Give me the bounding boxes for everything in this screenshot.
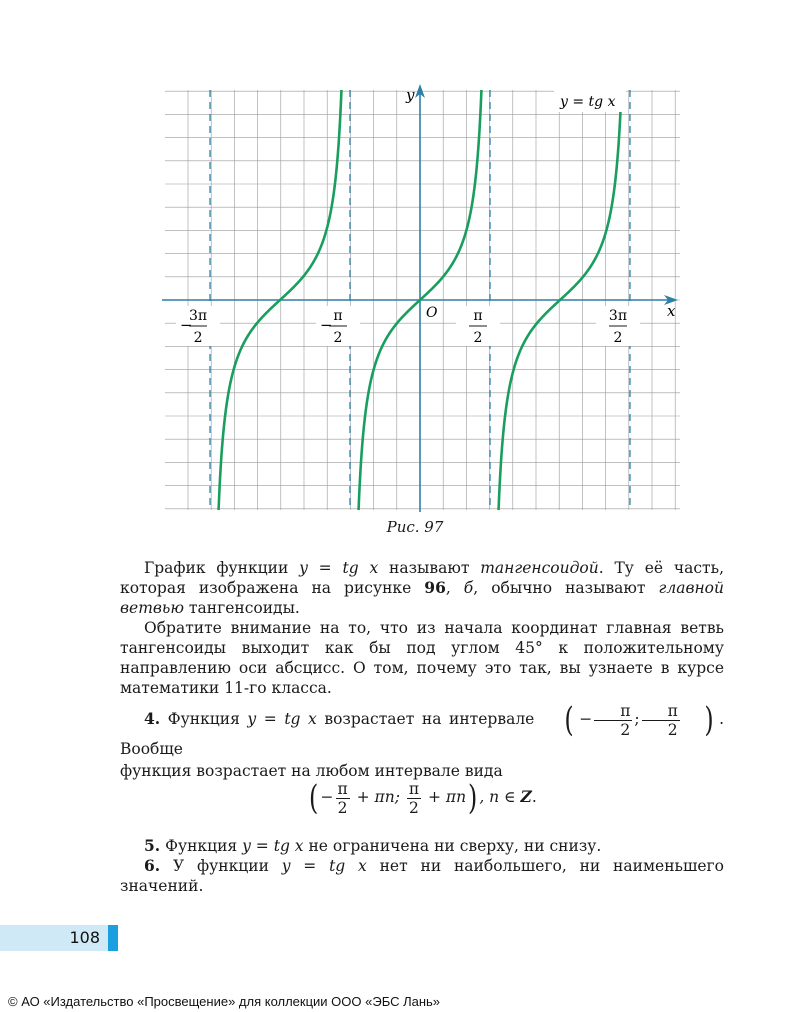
paragraph-1: График функции y = tg x называют тангенсоидой. Ту её часть, которая изображена на рисунке 96, б, обычно называют главной ветвью тангенсоиды. (120, 559, 724, 617)
svg-text:2: 2 (613, 330, 623, 346)
tangent-graph (150, 84, 690, 514)
item-5: 5. Функция y = tg x не ограничена ни сверху, ни снизу. (144, 836, 602, 855)
svg-text:π: π (473, 308, 483, 324)
paragraph-2: Обратите внимание на то, что из начала координат главная ветвь тангенсоиды выходит как бы под углом 45° к положительному направлению оси абсцисс. О том, почему это так, вы узнаете в курсе математики 11-го класса. (120, 619, 724, 697)
svg-text:2: 2 (193, 330, 203, 346)
svg-text:3π: 3π (608, 308, 628, 324)
svg-text:3π: 3π (188, 308, 208, 324)
svg-text:π: π (333, 308, 343, 324)
x-tick-label (456, 306, 500, 346)
item-4: 4. Функция y = tg x возрастает на интервале ( − $\frac{\pi}{2}$ ; $\frac{\pi}{2}$ ) . Вообще функция возрастает на любом интервале вида (120, 700, 724, 780)
item-6: 6. У функции y = tg x нет ни наибольшего, ни наименьшего значений. (120, 856, 724, 895)
svg-text:−: − (180, 316, 193, 334)
x-tick-label (596, 306, 640, 346)
graph-legend: y = tg x (560, 94, 616, 110)
interval-formula: ( − $\frac{\pi}{2}$ + πn; $\frac{\pi}{2}$ + πn) , n ∈ Z. (309, 778, 537, 818)
x-tick-label (316, 306, 360, 346)
y-axis-label: y (406, 86, 415, 104)
page-number-accent (108, 925, 118, 951)
svg-text:−: − (319, 316, 333, 334)
figure-caption: Рис. 97 (386, 518, 444, 536)
x-tick-label (176, 306, 220, 346)
svg-text:2: 2 (333, 330, 343, 346)
svg-text:2: 2 (473, 330, 483, 346)
origin-label: O (426, 305, 438, 321)
page-number-box (0, 925, 108, 951)
copyright-footer: © АО «Издательство «Просвещение» для коллекции ООО «ЭБС Лань» (8, 994, 441, 1009)
body-text (120, 558, 724, 698)
page-number: 108 (69, 928, 100, 947)
x-axis-label: x (667, 302, 676, 320)
items-5-6 (120, 836, 724, 896)
axes (162, 84, 678, 512)
